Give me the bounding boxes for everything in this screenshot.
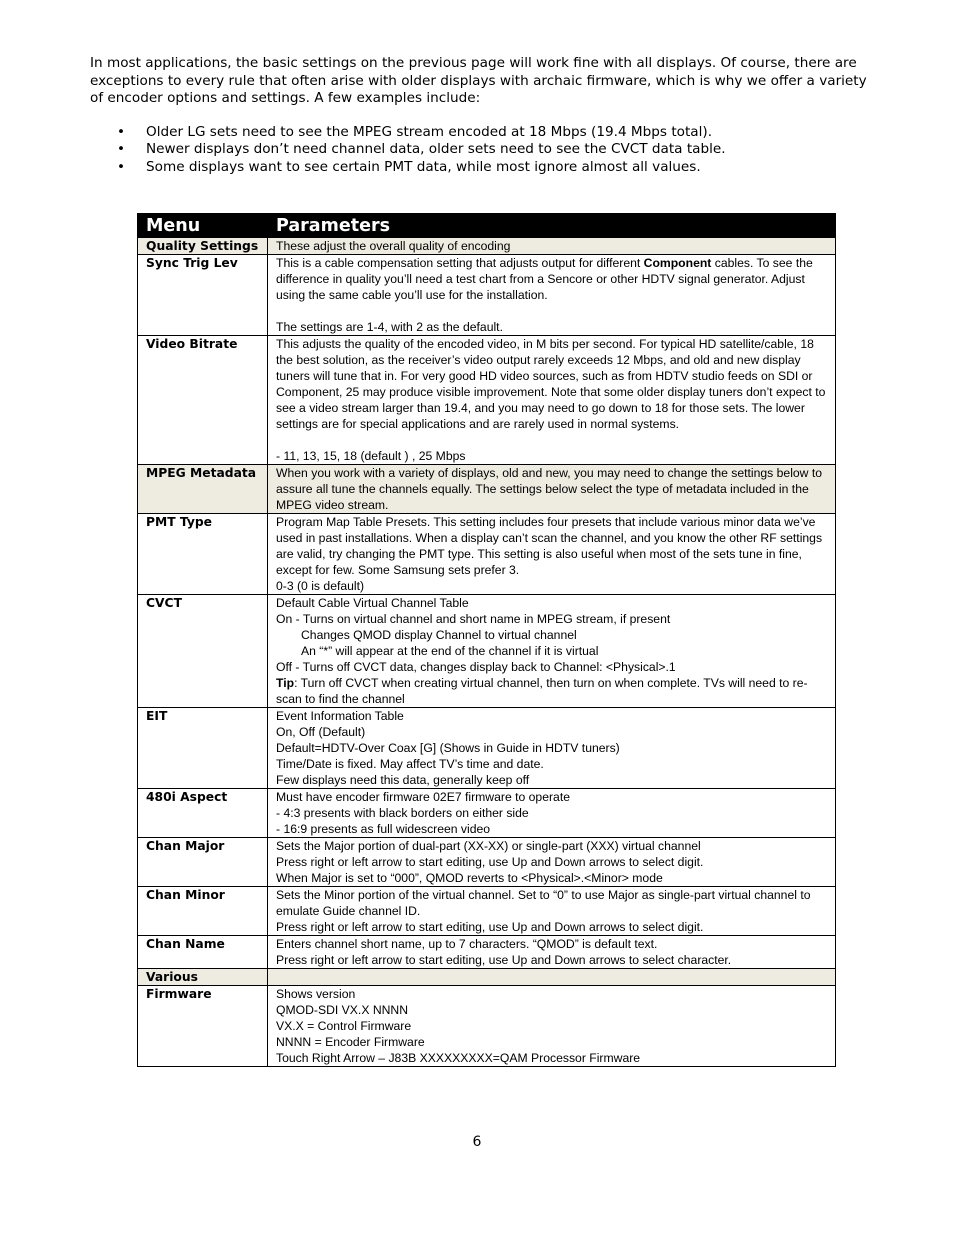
- table-header-row: [138, 214, 836, 238]
- menu-cell: Sync Trig Lev: [138, 255, 268, 336]
- description-text: Event Information Table: [276, 709, 404, 723]
- description-cell: [268, 255, 836, 336]
- list-item: [90, 124, 870, 141]
- description-text: On, Off (Default): [276, 725, 366, 739]
- description-text: Must have encoder firmware 02E7 firmware to operate: [276, 790, 570, 804]
- description-cell: [268, 336, 836, 465]
- description-text: Time/Date is fixed. May affect TV’s time and date.: [276, 757, 544, 771]
- default-note: The settings are 1-4, with 2 as the default.: [276, 320, 503, 334]
- list-item-text: Newer displays don’t need channel data, older sets need to see the CVCT data table.: [146, 141, 726, 158]
- table-row-sync-trig-lev: [138, 255, 836, 336]
- menu-cell: MPEG Metadata: [138, 465, 268, 514]
- section-row-mpeg-metadata: [138, 465, 836, 514]
- menu-cell: Chan Minor: [138, 887, 268, 936]
- description-cell: [268, 789, 836, 838]
- description-cell: [268, 708, 836, 789]
- menu-cell: 480i Aspect: [138, 789, 268, 838]
- page-number: 6: [472, 1134, 482, 1150]
- bullet-icon: •: [117, 158, 126, 175]
- description-cell: [268, 969, 836, 986]
- description-cell: [268, 595, 836, 708]
- table-row-firmware: [138, 986, 836, 1067]
- tip-label: Tip: [276, 676, 295, 690]
- menu-cell: Chan Major: [138, 838, 268, 887]
- description-text: Program Map Table Presets. This setting includes four presets that include various minor data we’ve used in past installations. When a display can’t scan the channel, and you know the other RF settings are valid, try changing the PMT type. This setting is also useful when most of the sets tune in fine, except for few. Some Samsung sets prefer 3.: [276, 515, 823, 577]
- description-text: When Major is set to “000”, QMOD reverts to <Physical>.<Minor> mode: [276, 871, 663, 885]
- options-text: 0-3 (0 is default): [276, 579, 365, 593]
- description-text: Off - Turns off CVCT data, changes display back to Channel: <Physical>.1: [276, 660, 676, 674]
- description-text: On - Turns on virtual channel and short name in MPEG stream, if present: [276, 612, 671, 626]
- indented-text: Changes QMOD display Channel to virtual channel: [301, 628, 577, 642]
- menu-cell: Firmware: [138, 986, 268, 1067]
- description-text: cables. To see the difference in quality you’ll need a test chart from a Sencore or other HDTV signal generator. Adjust using the same cable you’ll use for the installation.: [276, 256, 813, 302]
- description-text: Press right or left arrow to start editing, use Up and Down arrows to select digit.: [276, 855, 704, 869]
- description-text: Sets the Minor portion of the virtual channel. Set to “0” to use Major as single-part virtual channel to emulate Guide channel ID.: [276, 888, 811, 918]
- description-cell: [268, 986, 836, 1067]
- indented-text: An “*” will appear at the end of the channel if it is virtual: [301, 644, 599, 658]
- description-text: QMOD-SDI VX.X NNNN: [276, 1003, 409, 1017]
- table-row-video-bitrate: [138, 336, 836, 465]
- bullet-icon: •: [117, 141, 126, 158]
- section-row-quality-settings: [138, 238, 836, 255]
- description-cell: [268, 838, 836, 887]
- description-cell: [268, 887, 836, 936]
- menu-cell: Chan Name: [138, 936, 268, 969]
- list-item: [90, 141, 870, 158]
- description-text: Press right or left arrow to start editing, use Up and Down arrows to select character.: [276, 953, 732, 967]
- list-item: [90, 159, 870, 176]
- description-cell: These adjust the overall quality of encoding: [268, 238, 836, 255]
- parameters-column-header: Parameters: [268, 214, 836, 238]
- description-text: This adjusts the quality of the encoded video, in M bits per second. For typical HD satellite/cable, 18 the best solution, as the receiver’s video output rarely exceeds 12 Mbps, and old and new display tuners will tune that in. For very good HD video sources, such as from HDTV studio feeds on SDI or Component, 25 may produce visible improvement. Note that some older display tuners don’t expect to see a video stream larger than 19.4, and you may need to go down to 18 for those sets. The lower settings are for special applications and are rarely used in normal systems.: [276, 337, 826, 431]
- description-text: VX.X = Control Firmware: [276, 1019, 412, 1033]
- section-row-various: [138, 969, 836, 986]
- emphasis-text: Component: [643, 256, 712, 270]
- table-row-eit: [138, 708, 836, 789]
- menu-column-header: Menu: [138, 214, 268, 238]
- description-text: - 16:9 presents as full widescreen video: [276, 822, 491, 836]
- examples-list: [90, 124, 870, 176]
- table-row-480i-aspect: [138, 789, 836, 838]
- description-text: Default=HDTV-Over Coax [G] (Shows in Guide in HDTV tuners): [276, 741, 620, 755]
- menu-cell: Quality Settings: [138, 238, 268, 255]
- bullet-icon: •: [117, 124, 126, 140]
- description-cell: When you work with a variety of displays, old and new, you may need to change the settings below to assure all tune the channels equally. The settings below select the type of metadata included in the MPEG video stream.: [268, 465, 836, 514]
- tip-text: : Turn off CVCT when creating virtual channel, then turn on when complete. TVs will need to re-scan to find the channel: [276, 676, 808, 706]
- description-text: Few displays need this data, generally keep off: [276, 773, 530, 787]
- menu-cell: Various: [138, 969, 268, 986]
- description-text: This is a cable compensation setting that adjusts output for different: [276, 256, 644, 270]
- description-text: - 4:3 presents with black borders on either side: [276, 806, 529, 820]
- table-row-pmt-type: [138, 514, 836, 595]
- intro-paragraph: In most applications, the basic settings on the previous page will work fine with all displays. Of course, there are exceptions to every rule that often arise with older displays with archaic firmware, which is why we offer a variety of encoder options and settings. A few examples include:: [90, 55, 867, 106]
- table-row-cvct: [138, 595, 836, 708]
- menu-cell: Video Bitrate: [138, 336, 268, 465]
- menu-cell: CVCT: [138, 595, 268, 708]
- description-text: Touch Right Arrow – J83B XXXXXXXXX=QAM Processor Firmware: [276, 1051, 641, 1065]
- list-item-text: Some displays want to see certain PMT data, while most ignore almost all values.: [146, 158, 701, 175]
- table-row-chan-major: [138, 838, 836, 887]
- description-text: Default Cable Virtual Channel Table: [276, 596, 469, 610]
- description-text: Sets the Major portion of dual-part (XX-XX) or single-part (XXX) virtual channel: [276, 839, 701, 853]
- description-text: Press right or left arrow to start editing, use Up and Down arrows to select digit.: [276, 920, 704, 934]
- description-text: NNNN = Encoder Firmware: [276, 1035, 425, 1049]
- description-text: Enters channel short name, up to 7 characters. “QMOD” is default text.: [276, 937, 658, 951]
- menu-cell: EIT: [138, 708, 268, 789]
- list-item-text: Older LG sets need to see the MPEG stream encoded at 18 Mbps (19.4 Mbps total).: [146, 124, 713, 140]
- description-cell: [268, 936, 836, 969]
- menu-cell: PMT Type: [138, 514, 268, 595]
- parameters-table: [137, 213, 836, 1067]
- description-cell: [268, 514, 836, 595]
- options-text: - 11, 13, 15, 18 (default ) , 25 Mbps: [276, 449, 466, 463]
- table-row-chan-name: [138, 936, 836, 969]
- description-text: Shows version: [276, 987, 356, 1001]
- table-row-chan-minor: [138, 887, 836, 936]
